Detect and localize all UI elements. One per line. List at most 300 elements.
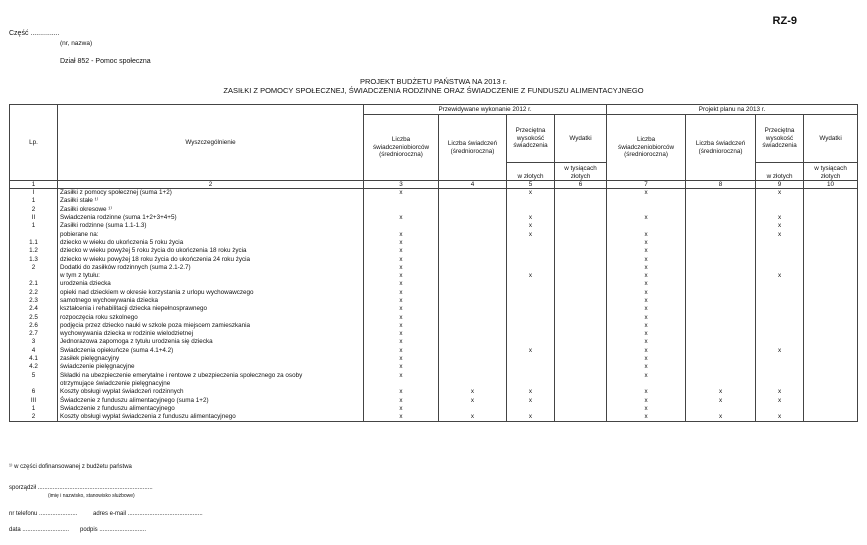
row-cell [555, 272, 607, 280]
row-cell: x [686, 396, 756, 404]
row-cell [555, 347, 607, 355]
row-cell [686, 380, 756, 388]
row-cell [439, 264, 507, 272]
row-cell [439, 363, 507, 371]
row-cell [686, 322, 756, 330]
row-cell [555, 388, 607, 396]
row-description: kształcenia i rehabilitacji dziecka niepełnosprawnego [58, 305, 364, 313]
row-cell: x [607, 313, 686, 321]
row-cell [686, 222, 756, 230]
table-row [10, 355, 858, 363]
row-cell: x [364, 396, 439, 404]
row-cell [439, 230, 507, 238]
row-cell [804, 197, 858, 205]
row-cell: x [439, 396, 507, 404]
row-cell [555, 313, 607, 321]
row-cell [439, 322, 507, 330]
row-cell [804, 322, 858, 330]
table-row [10, 413, 858, 422]
row-cell: x [607, 322, 686, 330]
row-cell: x [607, 396, 686, 404]
header-lp: Lp. [10, 105, 58, 181]
row-description: Koszty obsługi wypłat świadczenia z funduszu alimentacyjnego [58, 413, 364, 422]
table-row [10, 264, 858, 272]
row-cell [686, 239, 756, 247]
row-description: Zasiłki stałe ¹⁾ [58, 197, 364, 205]
row-cell: x [756, 413, 804, 422]
row-cell [804, 338, 858, 346]
row-description: pobierane na: [58, 230, 364, 238]
row-cell [756, 255, 804, 263]
row-number: 2.7 [10, 330, 58, 338]
row-cell: x [364, 405, 439, 413]
row-cell [686, 289, 756, 297]
row-cell: x [686, 388, 756, 396]
col-number: 8 [686, 181, 756, 189]
row-cell [555, 330, 607, 338]
row-description: dziecko w wieku powyżej 5 roku życia do ukończenia 18 roku życia [58, 247, 364, 255]
row-cell [607, 380, 686, 388]
row-number: 4.1 [10, 355, 58, 363]
table-row [10, 330, 858, 338]
row-number: 1 [10, 197, 58, 205]
row-cell: x [364, 305, 439, 313]
row-cell [439, 305, 507, 313]
row-cell [686, 363, 756, 371]
row-number: 2.2 [10, 289, 58, 297]
row-cell [686, 347, 756, 355]
row-cell [439, 405, 507, 413]
header-beneficiaries-2012: Liczba świadczeniobiorców (średnioroczna) [364, 115, 439, 181]
row-cell [686, 189, 756, 198]
row-cell [555, 230, 607, 238]
row-cell [804, 272, 858, 280]
row-cell [555, 239, 607, 247]
row-cell: x [607, 297, 686, 305]
row-cell [555, 355, 607, 363]
row-cell: x [756, 189, 804, 198]
row-cell [756, 330, 804, 338]
row-cell [756, 372, 804, 380]
table-row [10, 305, 858, 313]
row-cell [439, 222, 507, 230]
row-cell [804, 347, 858, 355]
table-row [10, 405, 858, 413]
table-row [10, 313, 858, 321]
table-row [10, 214, 858, 222]
row-cell [804, 396, 858, 404]
row-cell [756, 322, 804, 330]
row-cell [804, 330, 858, 338]
row-cell [555, 214, 607, 222]
row-cell [804, 380, 858, 388]
header-expenses-2013: Wydatki [804, 115, 858, 163]
row-cell [439, 289, 507, 297]
footnote: ¹⁾ w części dofinansowanej z budżetu państwa [9, 464, 132, 470]
row-cell [756, 289, 804, 297]
row-description: Świadczenie z funduszu alimentacyjnego [58, 405, 364, 413]
row-number: 6 [10, 388, 58, 396]
division-label: Dział 852 - Pomoc społeczna [60, 58, 151, 65]
row-cell [804, 413, 858, 422]
row-cell [364, 206, 439, 214]
col-number: 2 [58, 181, 364, 189]
table-row [10, 297, 858, 305]
row-cell: x [364, 322, 439, 330]
row-cell [804, 230, 858, 238]
row-cell [555, 280, 607, 288]
row-number: 2.3 [10, 297, 58, 305]
row-cell [507, 330, 555, 338]
row-number: 3 [10, 338, 58, 346]
row-cell [507, 338, 555, 346]
row-number: 1.2 [10, 247, 58, 255]
row-cell: x [607, 255, 686, 263]
row-cell [555, 338, 607, 346]
row-cell: x [364, 347, 439, 355]
row-cell: x [364, 330, 439, 338]
row-cell [686, 230, 756, 238]
row-cell [804, 214, 858, 222]
row-cell [686, 197, 756, 205]
row-cell: x [364, 214, 439, 222]
row-number: 5 [10, 372, 58, 380]
row-cell [804, 280, 858, 288]
row-number: 2.1 [10, 280, 58, 288]
row-number: 2.4 [10, 305, 58, 313]
row-cell: x [607, 239, 686, 247]
row-cell: x [364, 289, 439, 297]
row-cell [507, 255, 555, 263]
table-row [10, 272, 858, 280]
col-number: 10 [804, 181, 858, 189]
header-benefits-2013: Liczba świadczeń (średnioroczna) [686, 115, 756, 181]
table-row [10, 388, 858, 396]
header-description: Wyszczególnienie [58, 105, 364, 181]
row-cell [804, 405, 858, 413]
row-cell [804, 289, 858, 297]
row-cell: x [364, 189, 439, 198]
table-row [10, 347, 858, 355]
table-row [10, 289, 858, 297]
row-cell: x [756, 230, 804, 238]
row-number: 1.3 [10, 255, 58, 263]
row-description: Zasiłki okresowe ¹⁾ [58, 206, 364, 214]
row-cell [507, 380, 555, 388]
row-cell [507, 405, 555, 413]
row-number: 2.6 [10, 322, 58, 330]
row-number: 1 [10, 405, 58, 413]
row-cell [686, 305, 756, 313]
signature-field: podpis ............................ [80, 527, 147, 533]
row-cell: x [607, 214, 686, 222]
email-field: adres e-mail ............................................. [93, 511, 203, 517]
row-cell [439, 239, 507, 247]
row-cell [686, 280, 756, 288]
row-cell: x [607, 405, 686, 413]
row-cell [756, 305, 804, 313]
row-cell [804, 372, 858, 380]
row-cell [507, 322, 555, 330]
row-cell [555, 305, 607, 313]
row-cell [439, 280, 507, 288]
row-description: opieki nad dzieckiem w okresie korzystania z urlopu wychowawczego [58, 289, 364, 297]
row-cell: x [756, 272, 804, 280]
row-cell: x [607, 372, 686, 380]
row-cell [507, 305, 555, 313]
row-cell: x [364, 388, 439, 396]
row-cell [804, 363, 858, 371]
row-description: Zasiłki rodzinne (suma 1.1-1.3) [58, 222, 364, 230]
row-cell [439, 247, 507, 255]
table-row [10, 280, 858, 288]
row-cell [439, 255, 507, 263]
table-row [10, 189, 858, 198]
row-cell: x [607, 330, 686, 338]
header-beneficiaries-2013: Liczba świadczeniobiorców (średnioroczna) [607, 115, 686, 181]
row-cell [804, 297, 858, 305]
row-cell: x [507, 222, 555, 230]
row-cell: x [364, 230, 439, 238]
row-cell [756, 355, 804, 363]
phone-field: nr telefonu ....................... [9, 511, 78, 517]
row-cell [439, 355, 507, 363]
row-cell: x [756, 347, 804, 355]
row-cell [439, 347, 507, 355]
row-description: dziecko w wieku do ukończenia 5 roku życia [58, 239, 364, 247]
row-cell [555, 189, 607, 198]
row-cell [686, 206, 756, 214]
header-avg-2013: Przeciętna wysokość świadczenia [756, 115, 804, 163]
row-cell [364, 380, 439, 388]
unit-zl-2013: w złotych [756, 163, 804, 181]
row-cell [555, 222, 607, 230]
row-cell [686, 264, 756, 272]
row-description: urodzenia dziecka [58, 280, 364, 288]
row-cell: x [756, 396, 804, 404]
row-cell: x [364, 313, 439, 321]
row-cell [439, 330, 507, 338]
row-cell [555, 363, 607, 371]
row-cell [507, 313, 555, 321]
row-cell [364, 197, 439, 205]
form-code: RZ-9 [772, 15, 797, 27]
row-cell [756, 239, 804, 247]
row-cell [804, 305, 858, 313]
part-label: Część ............... [9, 30, 60, 37]
row-cell [686, 355, 756, 363]
row-cell: x [507, 189, 555, 198]
row-cell: x [607, 247, 686, 255]
col-number: 4 [439, 181, 507, 189]
row-cell [804, 355, 858, 363]
row-cell [507, 297, 555, 305]
row-cell [804, 222, 858, 230]
row-cell [507, 289, 555, 297]
table-row [10, 255, 858, 263]
row-cell: x [607, 230, 686, 238]
row-cell: x [439, 388, 507, 396]
row-cell [804, 255, 858, 263]
row-cell: x [756, 214, 804, 222]
row-description: Świadczenie z funduszu alimentacyjnego (suma 1+2) [58, 396, 364, 404]
row-cell: x [507, 388, 555, 396]
row-cell [686, 297, 756, 305]
part-hint: (nr, nazwa) [60, 40, 93, 47]
row-cell [756, 380, 804, 388]
row-number: 4 [10, 347, 58, 355]
row-cell [804, 239, 858, 247]
row-description: Składki na ubezpieczenie emerytalne i rentowe z ubezpieczenia społecznego za osoby [58, 372, 364, 380]
row-cell [555, 264, 607, 272]
row-cell: x [607, 189, 686, 198]
row-cell: x [607, 388, 686, 396]
col-number: 9 [756, 181, 804, 189]
row-cell [607, 197, 686, 205]
row-description: otrzymujące świadczenie pielęgnacyjne [58, 380, 364, 388]
row-description: Zasiłki z pomocy społecznej (suma 1+2) [58, 189, 364, 198]
row-cell [555, 206, 607, 214]
table-row [10, 338, 858, 346]
row-cell: x [507, 413, 555, 422]
table-row [10, 230, 858, 238]
row-description: Koszty obsługi wypłat świadczeń rodzinnych [58, 388, 364, 396]
row-description: rozpoczęcia roku szkolnego [58, 313, 364, 321]
row-cell: x [607, 272, 686, 280]
row-cell: x [507, 347, 555, 355]
col-number: 3 [364, 181, 439, 189]
row-cell [686, 330, 756, 338]
row-cell: x [756, 222, 804, 230]
row-cell [555, 197, 607, 205]
row-cell: x [364, 413, 439, 422]
row-cell: x [607, 280, 686, 288]
row-cell: x [507, 230, 555, 238]
row-cell: x [364, 255, 439, 263]
row-cell [756, 280, 804, 288]
row-number: 4.2 [10, 363, 58, 371]
row-description: Dodatki do zasiłków rodzinnych (suma 2.1-2.7) [58, 264, 364, 272]
table-row [10, 222, 858, 230]
row-cell [555, 289, 607, 297]
row-description: w tym z tytułu: [58, 272, 364, 280]
row-cell: x [364, 272, 439, 280]
row-cell [756, 313, 804, 321]
date-field: data ............................ [9, 527, 70, 533]
header-group-2013: Projekt planu na 2013 r. [607, 105, 858, 115]
row-cell [439, 206, 507, 214]
row-cell: x [607, 264, 686, 272]
row-number: 1 [10, 222, 58, 230]
row-cell [756, 197, 804, 205]
row-cell [507, 247, 555, 255]
row-number [10, 230, 58, 238]
row-cell [686, 405, 756, 413]
unit-thousand-2013: w tysiącach złotych [804, 163, 858, 181]
row-cell [686, 272, 756, 280]
header-expenses-2012: Wydatki [555, 115, 607, 163]
row-cell [804, 313, 858, 321]
row-number: 2 [10, 264, 58, 272]
row-cell [439, 197, 507, 205]
row-cell [804, 264, 858, 272]
row-cell: x [607, 413, 686, 422]
table-row [10, 206, 858, 214]
row-cell [756, 297, 804, 305]
row-number: II [10, 214, 58, 222]
row-cell: x [607, 347, 686, 355]
row-cell [507, 363, 555, 371]
budget-table [9, 104, 858, 422]
header-group-2012: Przewidywane wykonanie 2012 r. [364, 105, 607, 115]
row-number: 2 [10, 413, 58, 422]
row-cell [364, 222, 439, 230]
header-avg-2012: Przeciętna wysokość świadczenia [507, 115, 555, 163]
row-cell [555, 372, 607, 380]
row-cell: x [364, 247, 439, 255]
row-cell [607, 222, 686, 230]
row-cell: x [364, 363, 439, 371]
row-cell: x [607, 338, 686, 346]
row-number: III [10, 396, 58, 404]
row-cell [507, 280, 555, 288]
row-number: 2.5 [10, 313, 58, 321]
row-cell [507, 264, 555, 272]
row-cell [555, 255, 607, 263]
row-number: I [10, 189, 58, 198]
row-cell [555, 413, 607, 422]
row-cell [507, 206, 555, 214]
row-number: 1.1 [10, 239, 58, 247]
unit-thousand-2012: w tysiącach złotych [555, 163, 607, 181]
row-cell [756, 405, 804, 413]
prepared-by-hint: (imię i nazwisko, stanowisko służbowe) [48, 493, 135, 499]
row-cell [439, 338, 507, 346]
row-cell: x [607, 363, 686, 371]
row-cell [686, 214, 756, 222]
row-cell: x [507, 214, 555, 222]
row-cell [439, 297, 507, 305]
row-cell: x [364, 239, 439, 247]
row-description: wychowywania dziecka w rodzinie wielodzietnej [58, 330, 364, 338]
row-cell [439, 372, 507, 380]
title-line1: PROJEKT BUDŻETU PAŃSTWA NA 2013 r. [360, 77, 507, 86]
row-cell [555, 405, 607, 413]
row-cell [439, 313, 507, 321]
table-row [10, 363, 858, 371]
row-cell: x [686, 413, 756, 422]
row-cell [439, 214, 507, 222]
row-cell [804, 247, 858, 255]
row-cell [756, 338, 804, 346]
row-cell [756, 247, 804, 255]
prepared-by-field: sporządził ..................................................................... [9, 485, 153, 491]
row-description: samotnego wychowywania dziecka [58, 297, 364, 305]
row-cell: x [364, 264, 439, 272]
row-cell [507, 239, 555, 247]
row-cell [555, 297, 607, 305]
row-description: podjęcia przez dziecko nauki w szkole poza miejscem zamieszkania [58, 322, 364, 330]
row-cell: x [607, 305, 686, 313]
table-row [10, 380, 858, 388]
table-row [10, 247, 858, 255]
row-cell: x [756, 388, 804, 396]
row-cell [607, 206, 686, 214]
row-cell [756, 264, 804, 272]
row-description: zasiłek pielęgnacyjny [58, 355, 364, 363]
row-cell [507, 355, 555, 363]
row-description: dziecko w wieku powyżej 18 roku życia do ukończenia 24 roku życia [58, 255, 364, 263]
